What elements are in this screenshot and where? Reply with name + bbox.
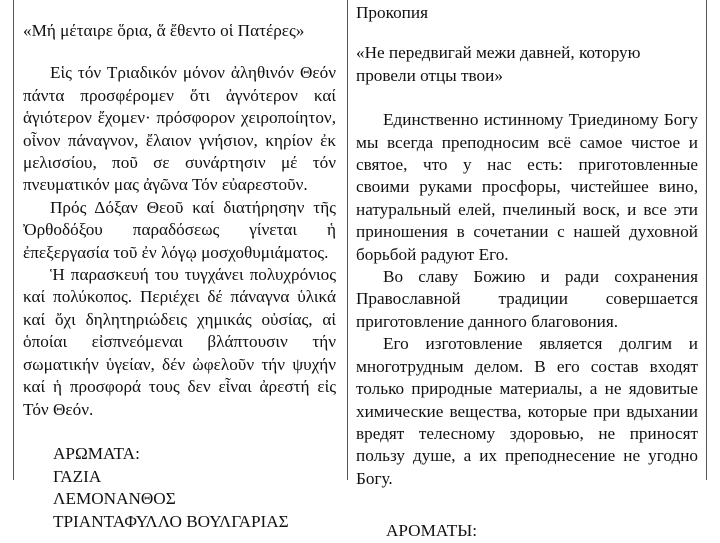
text-line: μελισσίου, ποῦ σε συνάρτησιν μέ τόν xyxy=(23,153,336,173)
aromas-heading: ΑΡΩΜΑΤΑ: xyxy=(53,444,140,464)
spacer xyxy=(23,42,336,62)
text-line: своими руками просфоры, чистейшее вино, xyxy=(356,177,698,197)
text-line: только природные материалы, а не ядовитые xyxy=(356,379,698,399)
greek-column xyxy=(14,12,347,533)
russian-heading-tail: Прокопия xyxy=(356,3,428,22)
aromas-heading: АРОМАТЫ: xyxy=(386,521,478,541)
text-line: Πρός Δόξαν Θεοῦ καί διατήρησην τῆς xyxy=(50,197,336,217)
russian-column xyxy=(348,2,706,543)
text-line: καί πολύκοπος. Περιέχει δέ πάναγνα ὑλικά xyxy=(23,287,336,307)
text-line: ἐπεξεργασία τοῦ ἐν λόγῳ μοσχοθυμιάματος. xyxy=(23,242,329,262)
greek-epigraph: «Μή μέταιρε ὅρια, ἅ ἔθεντο οἱ Πατέρες» xyxy=(23,21,305,40)
greek-aromas-list xyxy=(23,443,336,533)
text-line: приготовление данного благовония. xyxy=(356,311,619,331)
russian-aromas-list xyxy=(356,520,698,542)
text-line: Во славу Божию и ради сохранения xyxy=(383,267,698,287)
text-line: приношения в сочетании с нашей духовной xyxy=(356,222,698,242)
table-border-right xyxy=(706,0,707,480)
greek-paragraph-3 xyxy=(23,264,336,421)
text-line: ἁγιότερον ἔχομεν· πρόσφορον χειροποίητον, xyxy=(23,108,336,128)
text-line: мы всегда преподносим всё самое чистое и xyxy=(356,132,698,152)
text-line: ὁποίαι εἰσπνεόμεναι βλάπτουσιν τήν xyxy=(23,332,336,352)
text-line: Ἡ παρασκευή του τυγχάνει πολυχρόνιος xyxy=(50,265,336,285)
text-line: οἶνον πάναγνον, ἔλαιον γνήσιον, κηρίον ἐκ xyxy=(23,130,336,150)
spacer xyxy=(23,12,336,20)
text-line: Εἱς τόν Τριαδικόν μόνον ἀληθινόν Θεόν xyxy=(50,63,336,83)
text-line: Единственно истинному Триединому Богу xyxy=(383,110,698,130)
aroma-item: ΓΑΖΙΑ xyxy=(53,466,102,486)
text-line: Его изготовление является долгим и xyxy=(383,334,698,354)
russian-paragraph-2 xyxy=(356,266,698,333)
russian-epigraph-line: провели отцы твои» xyxy=(356,65,503,85)
greek-paragraph-1 xyxy=(23,62,336,196)
russian-epigraph-line: «Не передвигай межи давней, которую xyxy=(356,43,641,63)
spacer xyxy=(356,87,698,109)
text-line: святое, что у нас есть: приготовленные xyxy=(356,155,698,175)
text-line: многотрудным делом. В его состав входят xyxy=(356,356,698,376)
text-line: пользу душе, а их преподнесение не угодно xyxy=(356,446,698,466)
text-line: Τόν Θεόν. xyxy=(23,399,94,419)
text-line: καί ὄχι δηλητηριώδεις χημικάς οὐσίας, αἱ xyxy=(23,309,336,329)
russian-paragraph-1 xyxy=(356,109,698,266)
text-line: Богу. xyxy=(356,468,393,488)
text-line: σωματικήν ὑγείαν, δέν ὠφελοῦν τήν ψυχήν xyxy=(23,354,336,374)
text-line: вредят телесному здоровью, не приносят xyxy=(356,423,698,443)
spacer xyxy=(23,421,336,443)
text-line: πνευματικόν μας ἀγῶνα Τόν εὐαρεστοῦν. xyxy=(23,175,308,195)
text-line: καί ἡ προσφορά τους δεν εἶναι ἀρεστή εἰς xyxy=(23,377,336,397)
russian-paragraph-3 xyxy=(356,333,698,490)
text-line: натуральный елей, пчелиный воск, и все эти xyxy=(356,199,698,219)
text-line: Ὀρθοδόξου παραδόσεως γίνεται ἡ xyxy=(23,220,336,240)
text-line: химические вещества, которые при вдыхании xyxy=(356,401,698,421)
spacer xyxy=(356,24,698,42)
text-line: борьбой радуют Его. xyxy=(356,244,509,264)
greek-paragraph-2 xyxy=(23,197,336,264)
spacer xyxy=(356,490,698,520)
aroma-item: ΤΡΙΑΝΤΑΦΥΛΛΟ ΒΟΥΛΓΑΡΙΑΣ xyxy=(53,511,289,531)
text-line: Православной традиции совершается xyxy=(356,289,698,309)
aroma-item: ΛΕΜΟΝΑΝΘΟΣ xyxy=(53,489,176,509)
text-line: πάντα προσφέρομεν ὅτι ἀγνότερον καί xyxy=(23,85,336,105)
